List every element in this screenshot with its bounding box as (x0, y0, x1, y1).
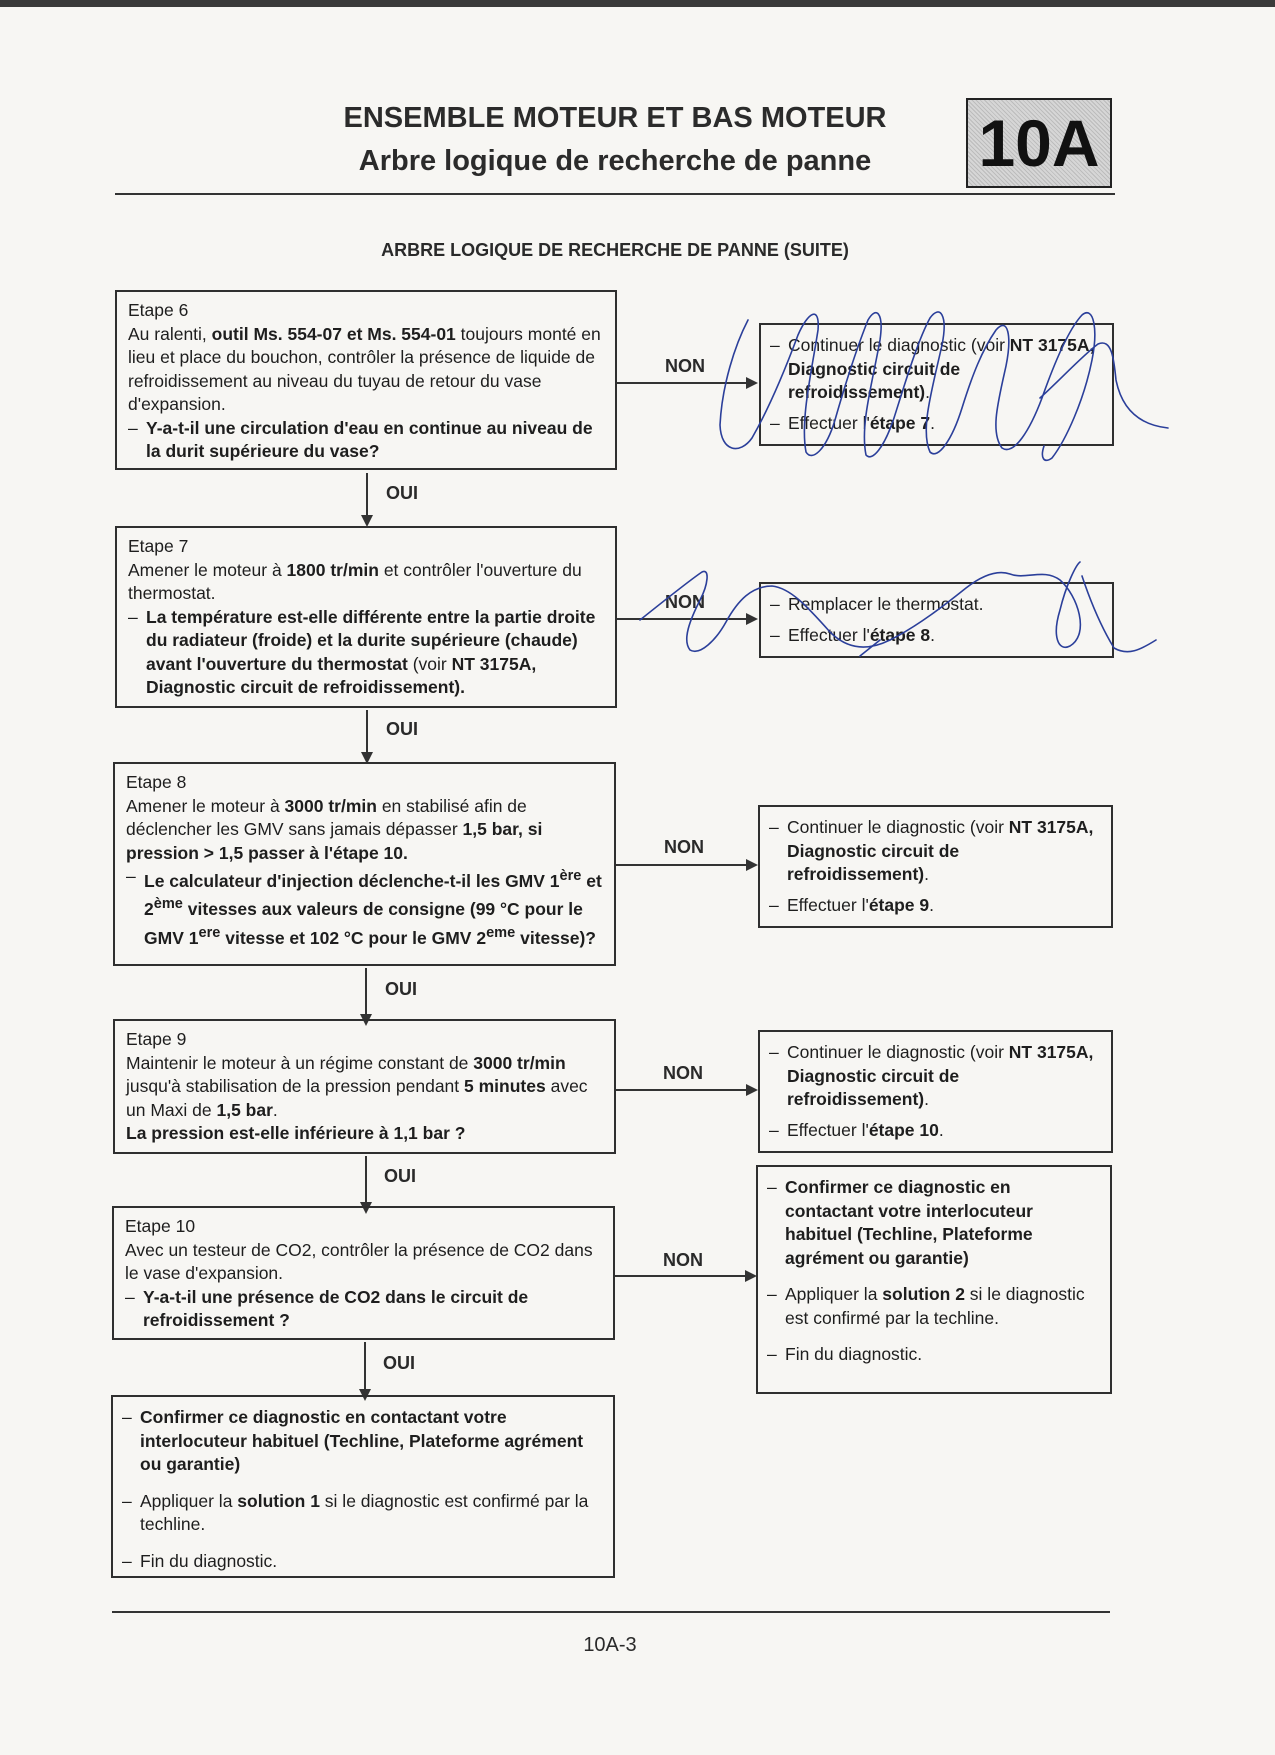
result-8-item-2: – Effectuer l'étape 9. (769, 894, 934, 915)
section-badge: 10A (966, 98, 1112, 188)
result-7-box (759, 582, 1114, 658)
no-label-6: NON (665, 356, 705, 376)
step-10-text: Avec un testeur de CO2, contrôler la présence de CO2 dans le vase d'expansion. (125, 1239, 593, 1283)
step-8-question: – Le calculateur d'injection déclenche-t-il les GMV 1ère et 2ème vitesses aux valeurs de consigne (99 °C pour le GMV 1ere vitesse et 102 °C pour le GMV 2eme vitesse)? (126, 866, 602, 948)
page-subtitle: Arbre logique de recherche de panne (358, 145, 872, 177)
final-yes-box (111, 1395, 615, 1578)
yes-label-7: OUI (386, 719, 419, 739)
yes-arrow-8 (365, 968, 367, 1016)
footer-rule (112, 1611, 1110, 1613)
result-10-item-1: – Confirmer ce diagnostic en contactant votre interlocuteur habituel (Techline, Plateforme agrément ou garantie) (767, 1177, 1033, 1268)
page-number: 10A-3 (583, 1634, 637, 1656)
result-9-item-2: – Effectuer l'étape 10. (769, 1119, 944, 1140)
yes-label-9: OUI (384, 1166, 417, 1186)
step-6-title: Etape 6 (128, 300, 189, 320)
scan-top-edge (0, 0, 1275, 7)
no-arrowhead-8 (746, 859, 758, 871)
no-arrow-8 (616, 864, 748, 866)
step-9-question: La pression est-elle inférieure à 1,1 bar ? (126, 1123, 466, 1143)
result-9-box (758, 1030, 1113, 1153)
step-6-text: Au ralenti, outil Ms. 554-07 et Ms. 554-01 toujours monté en lieu et place du bouchon, contrôler la présence de liquide de refroidissement au niveau du tuyau de retour du vase d'expansion. (128, 323, 601, 414)
result-6-item-1: – Continuer le diagnostic (voir NT 3175A, Diagnostic circuit de refroidissement). (770, 335, 1095, 402)
result-10-item-3: – Fin du diagnostic. (767, 1344, 923, 1364)
yes-label-8: OUI (385, 979, 418, 999)
result-6-item-2: – Effectuer l'étape 7. (770, 412, 935, 433)
step-7-question: – La température est-elle différente entre la partie droite du radiateur (froide) et la durite supérieure (chaude) avant l'ouverture du thermostat (voir NT 3175A, Diagnostic circuit de refroidissement). (128, 606, 596, 697)
result-10-item-2: – Appliquer la solution 2 si le diagnostic est confirmé par la techline. (767, 1284, 1085, 1328)
step-9-box (113, 1019, 616, 1154)
no-arrow-10 (615, 1275, 747, 1277)
yes-label-6: OUI (386, 483, 419, 503)
step-10-title: Etape 10 (125, 1216, 196, 1236)
header-rule (115, 193, 1115, 195)
result-7-item-1: – Remplacer le thermostat. (770, 594, 984, 614)
no-label-8: NON (664, 837, 704, 857)
yes-label-10: OUI (383, 1353, 416, 1373)
result-8-item-1: – Continuer le diagnostic (voir NT 3175A, Diagnostic circuit de refroidissement). (769, 817, 1094, 884)
no-label-10: NON (663, 1250, 703, 1270)
final-yes-item-1: – Confirmer ce diagnostic en contactant votre interlocuteur habituel (Techline, Plateforme agrément ou garantie) (122, 1407, 584, 1474)
no-arrowhead-7 (746, 613, 758, 625)
result-10-box (756, 1165, 1112, 1394)
yes-arrow-9 (365, 1156, 367, 1204)
result-6-box (759, 323, 1114, 446)
yes-arrow-7 (366, 710, 368, 754)
no-label-9: NON (663, 1063, 703, 1083)
no-arrow-7 (617, 618, 748, 620)
step-6-question: – Y-a-t-il une circulation d'eau en continue au niveau de la durit supérieure du vase? (128, 417, 593, 461)
no-arrow-6b (617, 382, 748, 384)
no-label-7: NON (665, 592, 705, 612)
step-7-title: Etape 7 (128, 536, 189, 556)
step-8-box (113, 762, 616, 966)
step-7-box (115, 526, 617, 708)
page-title: ENSEMBLE MOTEUR ET BAS MOTEUR (343, 102, 887, 134)
step-10-box (112, 1206, 615, 1340)
yes-arrow-10 (364, 1342, 366, 1391)
step-8-text: Amener le moteur à 3000 tr/min en stabilisé afin de déclencher les GMV sans jamais dépasser 1,5 bar, si pression > 1,5 passer à l'étape 10. (126, 795, 543, 863)
step-6-box (115, 290, 617, 470)
no-arrow-9 (616, 1089, 748, 1091)
result-9-item-1: – Continuer le diagnostic (voir NT 3175A, Diagnostic circuit de refroidissement). (769, 1042, 1094, 1109)
result-7-item-2: – Effectuer l'étape 8. (770, 624, 935, 645)
step-9-title: Etape 9 (126, 1029, 187, 1049)
step-7-text: Amener le moteur à 1800 tr/min et contrôler l'ouverture du thermostat. (128, 559, 582, 603)
step-8-title: Etape 8 (126, 772, 187, 792)
final-yes-item-2: – Appliquer la solution 1 si le diagnostic est confirmé par la techline. (122, 1490, 589, 1534)
result-8-box (758, 805, 1113, 928)
final-yes-item-3: – Fin du diagnostic. (122, 1550, 278, 1571)
no-arrowhead-9 (746, 1084, 758, 1096)
step-10-question: – Y-a-t-il une présence de CO2 dans le circuit de refroidissement ? (125, 1286, 529, 1330)
section-heading: ARBRE LOGIQUE DE RECHERCHE DE PANNE (SUITE) (381, 240, 849, 260)
yes-arrow-6 (366, 473, 368, 517)
step-9-text: Maintenir le moteur à un régime constant de 3000 tr/min jusqu'à stabilisation de la pression pendant 5 minutes avec un Maxi de 1,5 bar. (126, 1052, 588, 1120)
